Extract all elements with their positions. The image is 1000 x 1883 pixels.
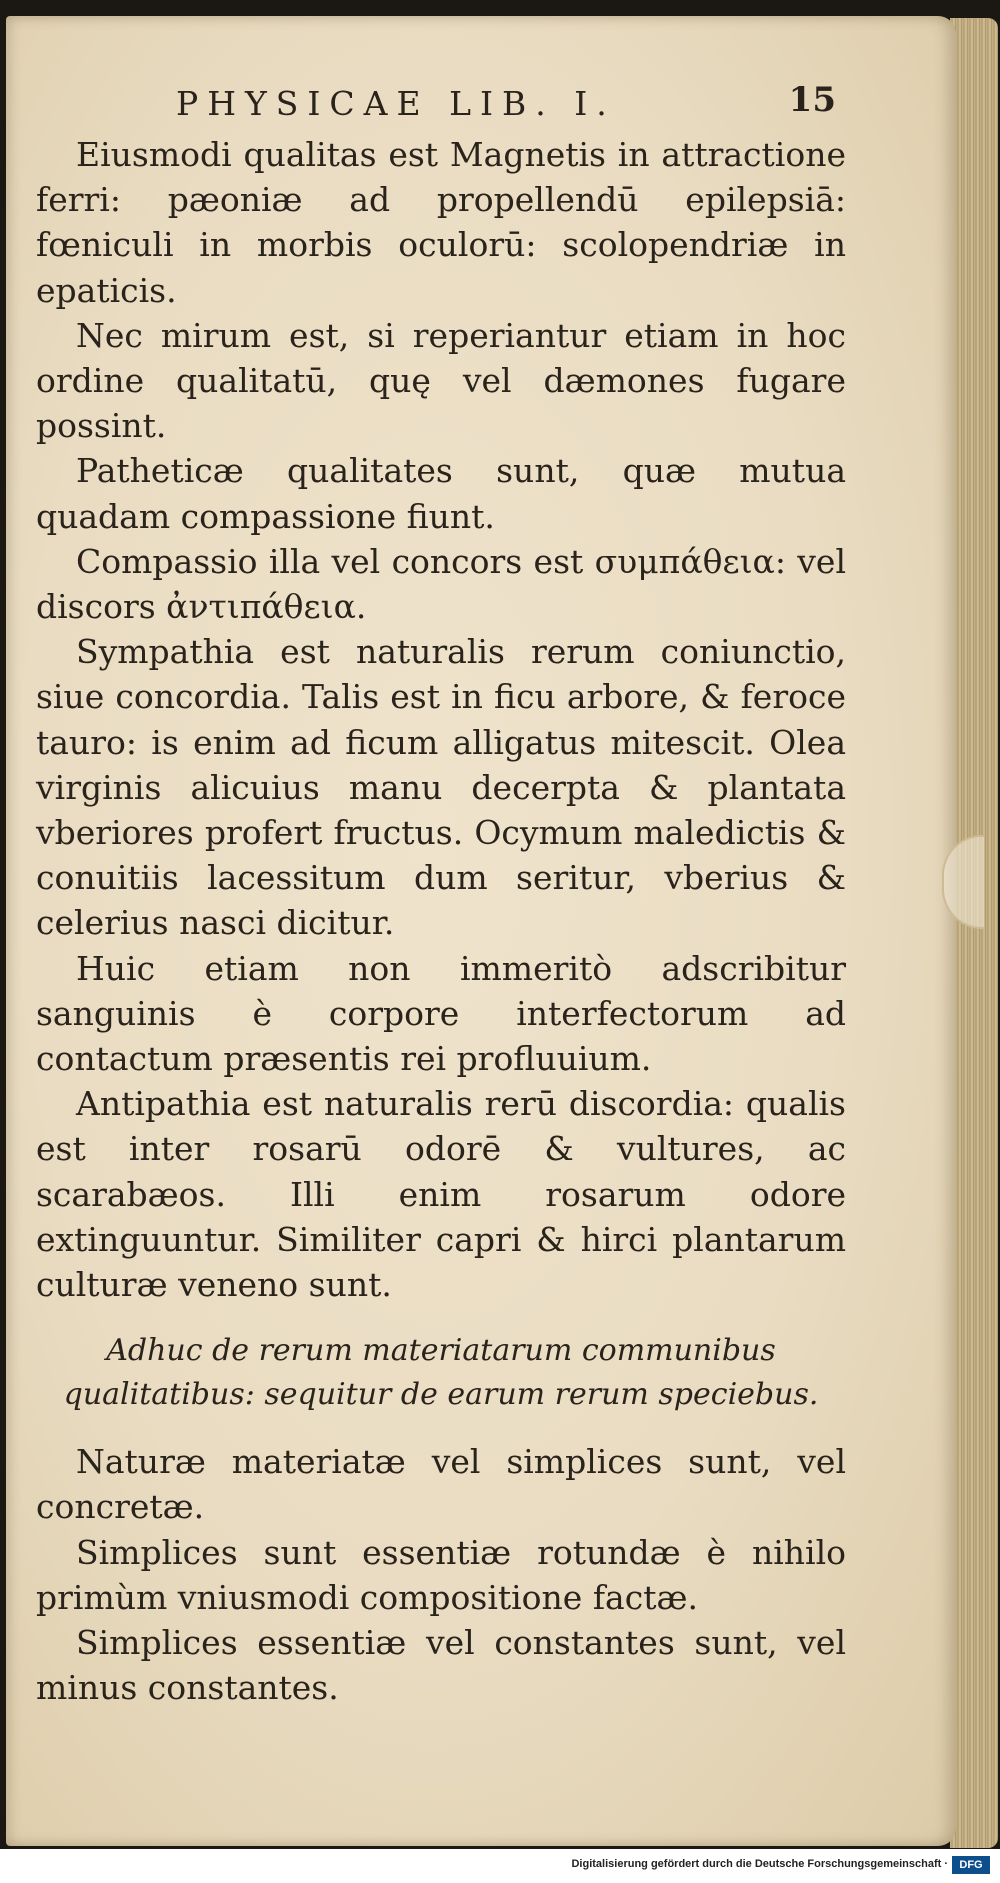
paragraph: Simplices sunt essentiæ rotundæ è nihilo primùm vniusmodi compositione factæ. — [36, 1532, 846, 1617]
paragraph: Nec mirum est, si reperiantur etiam in hoc ordine qualitatū, quę vel dæmones fugare possint. — [36, 315, 846, 446]
page-text — [36, 76, 846, 1711]
page-sheet — [6, 16, 956, 1846]
paragraph: Huic etiam non immeritò adscribitur sanguinis è corpore interfectorum ad contactum præsentis rei profluuium. — [36, 948, 846, 1079]
paragraph: Patheticæ qualitates sunt, quæ mutua quadam compassione fiunt. — [36, 451, 846, 536]
digitization-credit: Digitalisierung gefördert durch die Deutsche Forschungsgemeinschaft · — [571, 1858, 948, 1870]
paragraph: Antipathia est naturalis rerū discordia: qualis est inter rosarū odorē & vultures, ac scarabæos. Illi enim rosarum odore extinguuntur. Similiter capri & hirci plantarum culturæ veneno sunt. — [36, 1084, 846, 1305]
paragraph: Sympathia est naturalis rerum coniunctio, siue concordia. Talis est in ficu arbore, & feroce tauro: is enim ad ficum alligatus mitescit. Olea virginis alicuius manu decerpta & plantata vberiores profert fructus. Ocymum maledictis & conuitiis lacessitum dum seritur, vberius & celerius nasci dicitur. — [36, 632, 846, 943]
paragraph: Simplices essentiæ vel constantes sunt, vel minus constantes. — [36, 1623, 846, 1708]
running-title: PHYSICAE LIB. I. — [176, 84, 616, 123]
paragraph: Eiusmodi qualitas est Magnetis in attractione ferri: pæoniæ ad propellendū epilepsiā: fœniculi in morbis oculorū: scolopendriæ in epaticis. — [36, 135, 846, 310]
page-edge — [950, 18, 998, 1848]
page-number: 15 — [788, 80, 836, 120]
paragraph: Naturæ materiatæ vel simplices sunt, vel concretæ. — [36, 1442, 846, 1527]
dfg-logo: DFG — [952, 1856, 990, 1874]
running-header — [36, 76, 846, 132]
section-heading: Adhuc de rerum materiatarum communibus qualitatibus: sequitur de earum rerum speciebus. — [63, 1333, 819, 1413]
paragraph: Compassio illa vel concors est συμπάθεια: vel discors ἀντιπάθεια. — [36, 541, 846, 627]
